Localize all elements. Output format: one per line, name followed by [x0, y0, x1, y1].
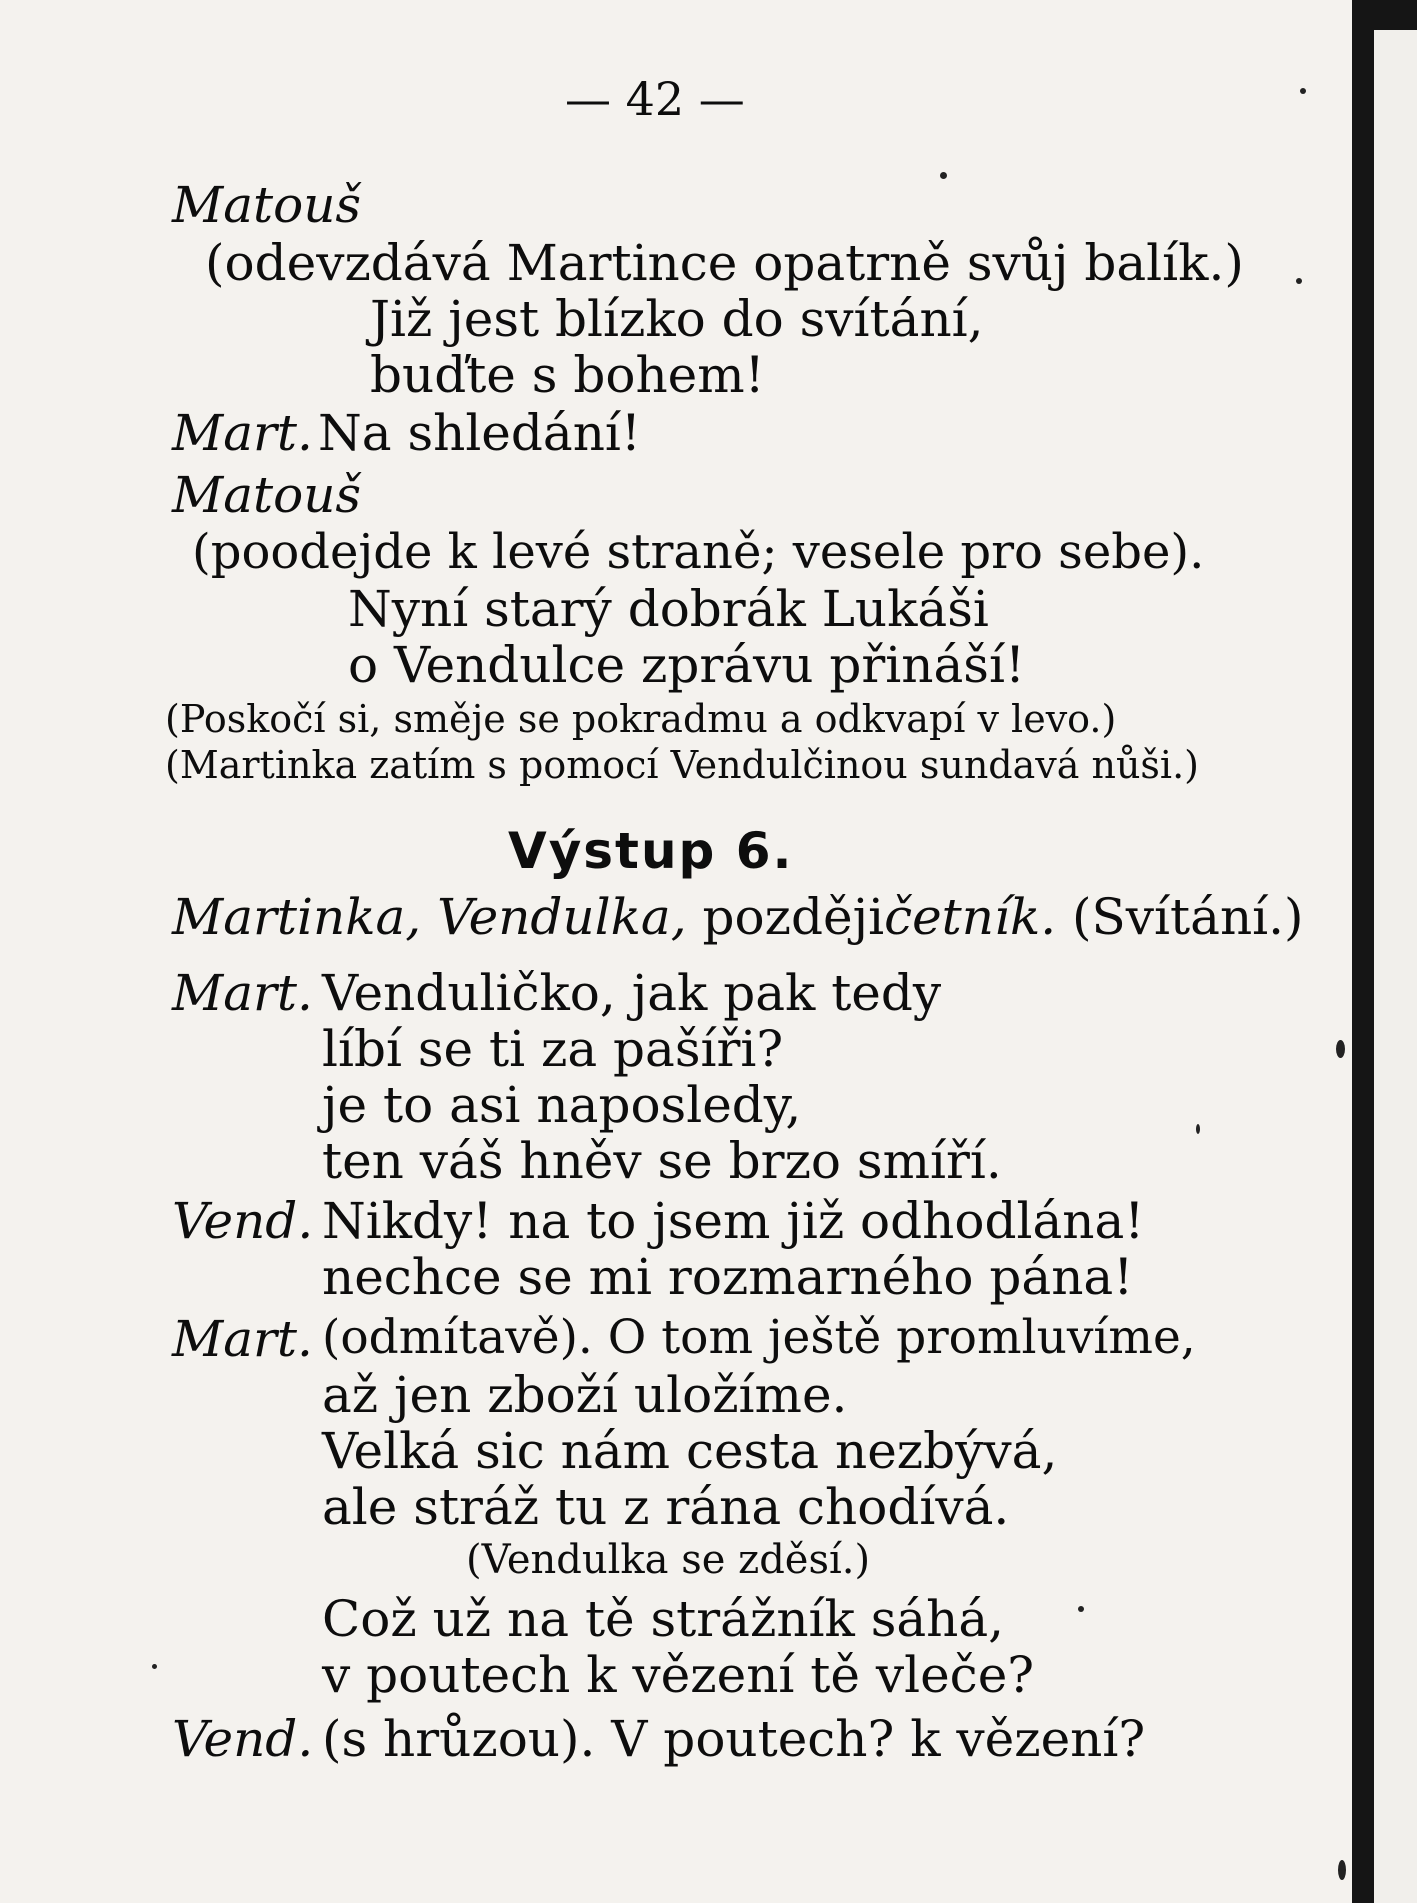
- verse-line: až jen zboží uložíme.: [322, 1366, 848, 1424]
- stage-direction: (odevzdává Martince opatrně svůj balík.): [205, 234, 1244, 292]
- stage-direction: (Martinka zatím s pomocí Vendulčinou sundavá nůši.): [165, 743, 1199, 787]
- verse-line: Nikdy! na to jsem již odhodlána!: [322, 1192, 1145, 1250]
- verse-line: buďte s bohem!: [370, 346, 765, 404]
- verse-line: Venduličko, jak pak tedy: [322, 964, 942, 1022]
- cast-time: (Svítání.): [1072, 888, 1304, 946]
- cast-list: [172, 888, 1304, 946]
- verse-line: ten váš hněv se brzo smíří.: [322, 1132, 1002, 1190]
- verse-line: líbí se ti za pašíři?: [322, 1020, 784, 1078]
- verse-line: (odmítavě). O tom ještě promluvíme,: [322, 1310, 1196, 1365]
- cast-later: později: [702, 888, 885, 946]
- verse-line: o Vendulce zprávu přináší!: [348, 636, 1026, 694]
- speaker-name: Vend.: [172, 1192, 314, 1250]
- cast-names: Martinka, Vendulka,: [172, 888, 687, 946]
- print-speck: [940, 172, 947, 179]
- verse-line: nechce se mi rozmarného pána!: [322, 1248, 1134, 1306]
- scene-heading: Výstup 6.: [508, 822, 794, 880]
- speaker-name: Mart.: [172, 964, 313, 1022]
- print-speck: [1196, 1124, 1200, 1134]
- speaker-name: Mart.: [172, 404, 313, 462]
- verse-line: (s hrůzou). V poutech? k vězení?: [322, 1710, 1146, 1768]
- verse-line: Na shledání!: [318, 404, 641, 462]
- print-speck: [1296, 278, 1302, 284]
- speaker-name: Matouš: [172, 176, 362, 234]
- verse-line: ale stráž tu z rána chodívá.: [322, 1478, 1010, 1536]
- print-speck: [1336, 1040, 1345, 1058]
- cast-gendarme: četník.: [884, 888, 1057, 946]
- print-speck: [1300, 88, 1306, 94]
- page-number: — 42 —: [565, 72, 745, 126]
- verse-line: je to asi naposledy,: [322, 1076, 802, 1134]
- verse-line: Nyní starý dobrák Lukáši: [348, 580, 989, 638]
- print-speck: [1078, 1606, 1084, 1612]
- stage-direction: (Poskočí si, směje se pokradmu a odkvapí v levo.): [165, 697, 1117, 741]
- verse-line: v poutech k vězení tě vleče?: [322, 1646, 1035, 1704]
- speaker-name: Matouš: [172, 466, 362, 524]
- next-page-strip: [1374, 30, 1417, 1903]
- verse-line: Již jest blízko do svítání,: [370, 290, 984, 348]
- stage-direction: (Vendulka se zděsí.): [466, 1537, 871, 1583]
- speaker-name: Vend.: [172, 1710, 314, 1768]
- print-speck: [1338, 1860, 1346, 1880]
- next-page-edge: [1352, 0, 1417, 1903]
- stage-direction: (poodejde k levé straně; vesele pro sebe).: [192, 524, 1205, 580]
- verse-line: Velká sic nám cesta nezbývá,: [322, 1422, 1058, 1480]
- speaker-name: Mart.: [172, 1310, 313, 1368]
- verse-line: Což už na tě strážník sáhá,: [322, 1590, 1005, 1648]
- print-speck: [152, 1664, 157, 1669]
